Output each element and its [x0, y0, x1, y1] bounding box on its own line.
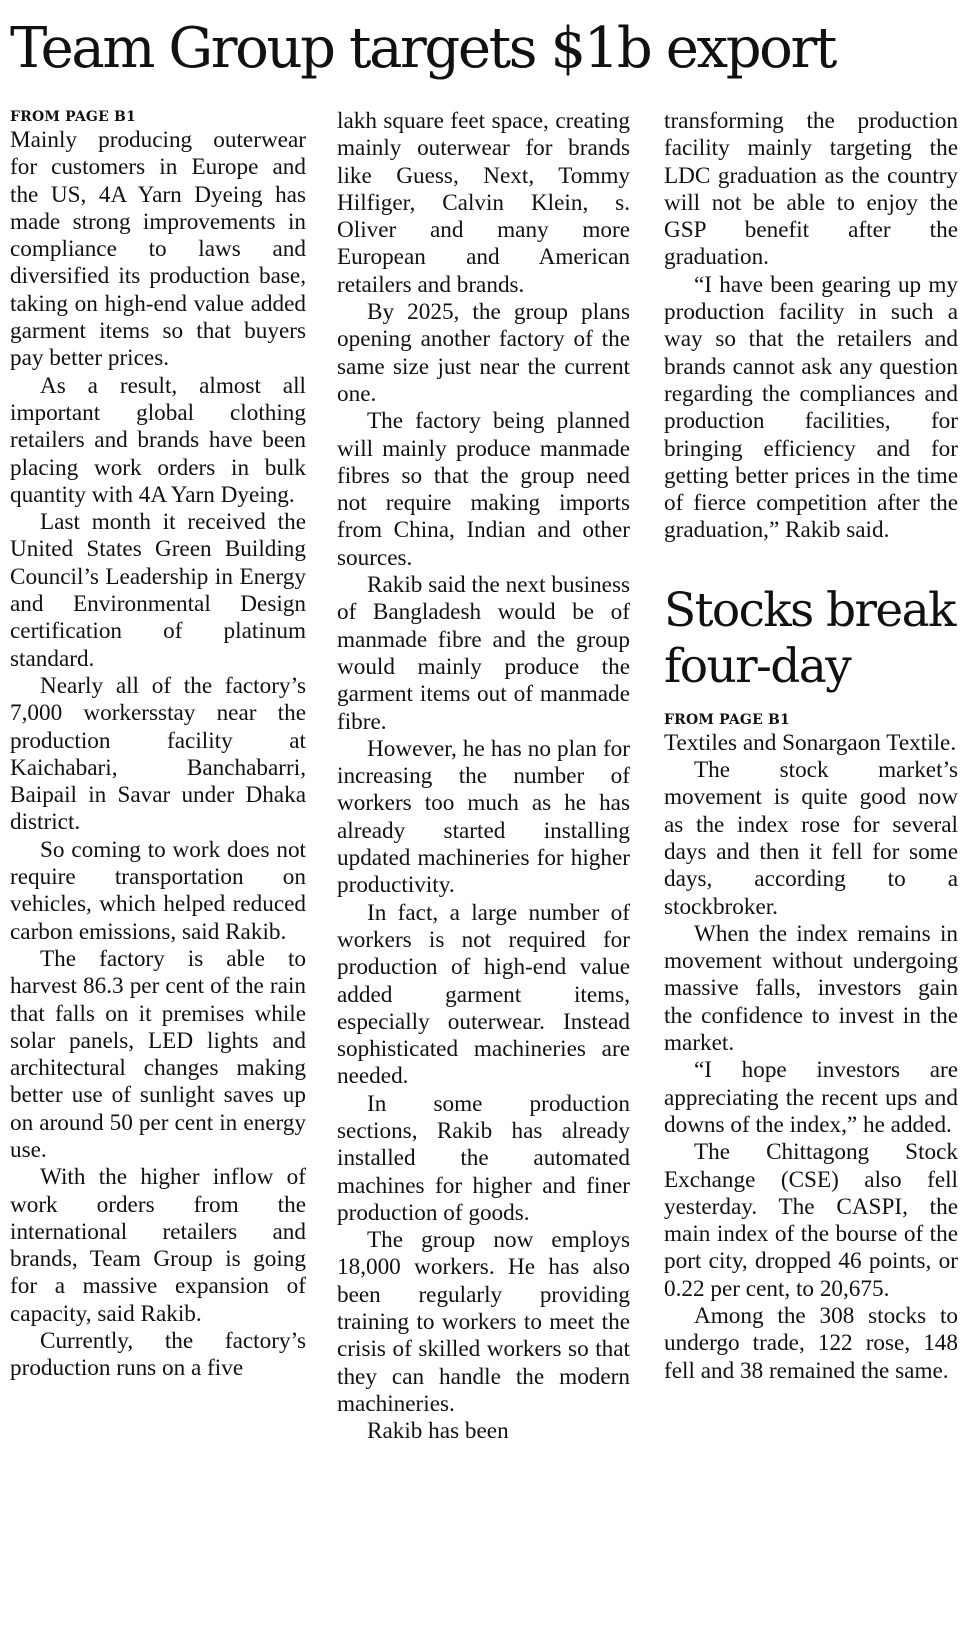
paragraph: Last month it received the United States Green Building Council’s Leadership in Energy and Environmental Design certification of platinum standard. — [10, 509, 306, 672]
paragraph: Currently, the factory’s production runs on a five — [10, 1328, 306, 1382]
paragraph: However, he has no plan for increasing the number of workers too much as he has already started installing updated machineries for higher productivity. — [337, 735, 630, 899]
paragraph: In some production sections, Rakib has already installed the automated machines for higher and finer production of goods. — [337, 1090, 630, 1226]
paragraph: The Chittagong Stock Exchange (CSE) also fell yesterday. The CASPI, the main index of the bourse of the port city, dropped 46 points, or 0.22 per cent, to 20,675. — [664, 1139, 958, 1302]
paragraph: By 2025, the group plans opening another factory of the same size just near the current one. — [337, 299, 630, 407]
paragraph: The stock market’s movement is quite good now as the index rose for several days and then it fell for some days, according to a stockbroker. — [664, 757, 958, 920]
paragraph: The factory is able to harvest 86.3 per cent of the rain that falls on it premises while solar panels, LED lights and architectural changes making better use of sunlight saves up on around 50 per cent in energy use. — [10, 945, 306, 1163]
continued-from-label: FROM PAGE B1 — [664, 711, 790, 728]
paragraph: The group now employs 18,000 workers. He has also been regularly providing training to workers to meet the crisis of skilled workers so that they can handle the modern machineries. — [337, 1227, 630, 1417]
paragraph: In fact, a large number of workers is not required for production of high-end value added garment items, especially outerwear. Instead sophisticated machineries are needed. — [337, 899, 630, 1090]
continued-from-label: FROM PAGE B1 — [10, 109, 136, 125]
paragraph: transforming the production facility mainly targeting the LDC graduation as the country will not be able to enjoy the GSP benefit after the graduation. — [664, 108, 958, 271]
paragraph: lakh square feet space, creating mainly outerwear for brands like Guess, Next, Tommy Hilfiger, Calvin Klein, s. Oliver and many more European and American retailers and brands. — [337, 108, 630, 298]
article-column-2 — [337, 108, 630, 1446]
paragraph: As a result, almost all important global clothing retailers and brands have been placing work orders in bulk quantity with 4A Yarn Dyeing. — [10, 372, 306, 508]
paragraph: Rakib has been — [367, 1418, 509, 1445]
paragraph: Mainly producing outerwear for customers in Europe and the US, 4A Yarn Dyeing has made strong improvements in compliance to laws and diversified its production base, taking on high-end value added garment items so that buyers pay better prices. — [10, 127, 306, 372]
main-headline: Team Group targets $1b export — [10, 16, 835, 81]
article-column-1 — [10, 108, 306, 1383]
paragraph: So coming to work does not require transportation on vehicles, which helped reduced carbon emissions, said Rakib. — [10, 836, 306, 945]
paragraph: With the higher inflow of work orders from the international retailers and brands, Team Group is going for a massive expansion of capacity, said Rakib. — [10, 1164, 306, 1327]
paragraph: Rakib said the next business of Bangladesh would be of manmade fibre and the group would mainly produce the garment items out of manmade fibre. — [337, 572, 630, 735]
paragraph: Among the 308 stocks to undergo trade, 122 rose, 148 fell and 38 remained the same. — [664, 1302, 958, 1384]
paragraph: Nearly all of the factory’s 7,000 workersstay near the production facility at Kaichabari, Banchabarri, Baipail in Savar under Dhaka district. — [10, 672, 306, 836]
paragraph: When the index remains in movement without undergoing massive falls, investors gain the confidence to invest in the market. — [664, 920, 958, 1057]
secondary-headline: Stocks break four-day — [664, 582, 955, 694]
paragraph: The factory being planned will mainly produce manmade fibres so that the group need not require making imports from China, Indian and other sources. — [337, 408, 630, 571]
paragraph: “I hope investors are appreciating the recent ups and downs of the index,” he added. — [664, 1057, 958, 1138]
article-column-3 — [664, 108, 958, 1385]
paragraph: “I have been gearing up my production facility in such a way so that the retailers and brands cannot ask any question regarding the compliances and production facilities, for bringing efficiency and for getting better prices in the time of fierce competition after the graduation,” Rakib said. — [664, 271, 958, 544]
paragraph: Textiles and Sonargaon Textile. — [664, 729, 957, 756]
